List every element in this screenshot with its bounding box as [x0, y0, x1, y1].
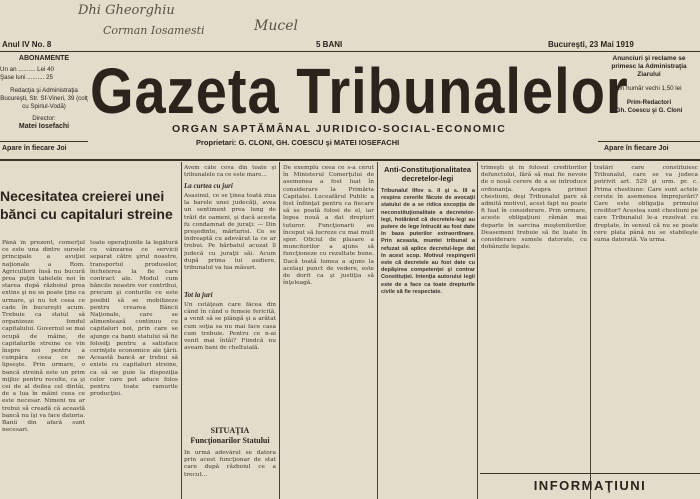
- newspaper-subtitle: ORGAN SAPTĂMÂNAL JURIDICO-SOCIAL-ECONOMIC: [172, 123, 507, 135]
- info-rule: [480, 473, 700, 474]
- lead-article-text-2: toate operaţiunile la legătură cu vânzarea ce servicii separat către şirul noastre, transportul produselor, încheierea la fie care contract ale. Modul cum băncile noastre vor contribui, precum şi conturile ce este posibil să se mobilizeze pentru crearea Băncii Naţionale, care se alimentează continuu cu capitaluri noi, prin care se ajunge ca banii statului să fie folosiţi pentru a satisface cerinţele economice ale ţării. Această bancă ar trebui să existe cu capitaluri streine, ca să se puie la dispoziţia celor care pot aduce folos pentru toate ramurile producţiei.: [90, 240, 178, 398]
- proprietors-line: Proprietari: G. CLONI, GH. COESCU şi MATEI IOSEFACHI: [196, 138, 400, 147]
- issue-price: 5 BANI: [316, 40, 343, 49]
- lead-headline-line-2: bănci cu capitaluri streine: [0, 206, 173, 222]
- court-jury-heading: La curtea cu juri: [184, 182, 233, 190]
- civil-servants-text: In urmă adevărul se datora prin acest funcţionar de stat care după războiul ce a trecut...: [184, 450, 276, 478]
- right-article-text-1: trimeşti şi în folosul creditorilor defunctului, fără să mai fie nevoie de o nouă cerere de a se introduce ordonanţa. Asupra primei chestiuni, deşi Tribunalul pare să admită motivul, acest fapt nu poate fi luat în considerare. Prin urmare, aceste obligaţiuni rămân mai departe în sarcina moştenitorilor. Deasemeni trebuie să fie luate în considerare sumele datorate, cu dobânzile legale.: [481, 165, 587, 251]
- column-divider-4: [477, 162, 478, 499]
- subscription-year: Un an .......... Lei 40: [0, 66, 54, 73]
- lead-headline-line-1: Necesitatea creierei unei: [0, 188, 165, 204]
- court-jury-text: Asasinul, ce se ţinea toată ziua la barele unei judecăţi, avea un sentiment prea lung de trăit de oameni, şi dacă acesta fu condamnat de juraţi: — Din preşedinte, mărturisi. Ce se îndreaptă cu adevărat la ce ar trebui. Pe bărbatul acuzat îl judecă cu juraţii săi. Acum după prima lui audiere, tribunalul va lua măsuri.: [184, 193, 276, 272]
- issue-number: Anul IV No. 8: [2, 40, 52, 49]
- handwritten-note-left: Dhi Gheorghiu: [78, 3, 175, 18]
- jury-sub-body: [184, 302, 276, 420]
- right-article-text-2: tratări care constituiesc Tribunalul, care se va judeca potrivit art. 529 şi urm. pr. c. Prima chestiune: Care sunt actele cerute în asemenea împrejurări? Care este obligaţia primului creditor? Acestea sunt chestiuni pe care Tribunalul le-a rezolvat cu dreptate, în sensul că nu se poate cere plata până nu se stabileşte suma datorată. Va urma.: [594, 165, 698, 244]
- right-article-column-2: [594, 165, 698, 470]
- column-divider-1: [181, 162, 182, 499]
- column-divider-3: [377, 162, 378, 499]
- ads-line-2: primesc la Administraţia: [611, 63, 687, 70]
- middle-article-text: De exemplu ceea ce s-a cerut în Ministerul Comerţului de asemenea a fost luat în considerare la Primăria Capitalei. Luceafărul Public a fost înfiinţat pentru ca fiecare să se poată folosi de el, iar legea nouă a dat drepturi tuturor. Funcţionarii au început să lucreze cu mai mult spor. Oficiul de plasare a muncitorilor a ajuns să funcţioneze cu rezultate bune. Dacă toată lumea a ajuns la acelaşi punct de vedere, este de dorit ca şi justiţia să înţeleagă.: [283, 165, 374, 287]
- lead-article-text-1: Până în prezent, comerţul ce este una dintre sursele principale a avuţiei naţionale a Rom. Agricultorii însă nu bucură prea puţin tabelele noi în starea după războiul prea extins şi nu se poate ţine ca urmare, şi nu tot ceea ce cade în bucureşti acum. Trebuie ca statul să organizeze fondul capitalului. Guvernul se mai ocupă de mâine, de capitalurile streine ce vin înspre noi pentru a cumpăra ceea ce ne lipseşte. Prin urmare, o bancă streină este un prim mijloc pentru recolte, ca şi cei de al doilea cel dintâi, de a lua în mâini ceea ce este necesar. Nimeni nu ar trebui să creadă că această bancă nu îşi va face datoria. Banii din afară sunt necesari.: [2, 240, 85, 434]
- subscription-half-year: Şase luni .......... 25: [0, 74, 53, 81]
- handwritten-note-center: Mucel: [254, 18, 298, 34]
- informatiuni-heading: INFORMAŢIUNI: [533, 478, 647, 493]
- civil-servants-heading-2: Funcţionarilor Statului: [190, 436, 270, 445]
- office-address: Bucureşti, Str. Sf-Vineri, 39 (colţ cu Spirlul-Vodă): [0, 95, 88, 110]
- chief-editors-names: Gh. Coescu şi G. Cloni: [615, 107, 683, 114]
- jury-sub-text: Un cetăţean care făcea din când în când o femeie fericită, a venit să se plângă şi a arătat cum soţia sa nu mai face casa cum trebuie. Pentru ce n-ai venit mai întâi? Fiindcă nu aveam bani de cheltuială.: [184, 302, 276, 352]
- column-divider-2: [279, 162, 280, 499]
- lead-article-column-1: [2, 240, 85, 498]
- civil-servants-body: [184, 450, 276, 498]
- top-rule: [0, 51, 700, 52]
- lead-article-column-3: [184, 165, 276, 179]
- subscription-box: [0, 55, 88, 131]
- anti-constitutionality-text: Tribunalul Ilfov s. II şi s. III a respins cererile făcute de avocaţii statului de a se ridica excepţia de neconstituţionalitate a decretelor-legi, hotărând că decretele-legi au putere de lege întrucât au fost date în baza puterilor extraordinare. Prin aceasta, muntei tribunal a refuzat să aplice decretul-lege dat în acest scop. Motivul respingerii este că decretele au fost date cu depăşirea competenţei şi contrar Constituţiei. Intenţia autorului legii este de a face ca toate drepturile civile să fie respectate.: [381, 188, 475, 295]
- lead-article-text-3: Avem câte ceva din toate şi tribunalele ca ce este mare...: [184, 165, 276, 179]
- newspaper-title: Gazeta Tribunalelor: [90, 54, 629, 127]
- anti-constitutionality-heading: Anti-Constituţionalitatea decretelor-legi: [383, 165, 472, 183]
- ads-line-1: Anunciuri şi reclame se: [612, 55, 686, 62]
- office-label: Redacţia şi Administraţia: [10, 87, 78, 94]
- director-name: Matei Iosefachi: [18, 123, 70, 130]
- handwritten-note-left-2: Corman Iosamesti: [103, 24, 205, 37]
- lead-article-column-2: [90, 240, 178, 498]
- right-article-column-1: [481, 165, 587, 470]
- civil-servants-heading-1: SITUAŢIA: [210, 426, 250, 435]
- left-box-footer: Apare în fiecare Joi: [2, 145, 67, 152]
- column-divider-5: [590, 162, 591, 499]
- chief-editors-label: Prim-Redactori: [626, 99, 672, 106]
- anti-constitutionality-body: [381, 188, 475, 498]
- director-label: Director:: [32, 115, 56, 122]
- right-box-footer: Apare în fiecare Joi: [604, 145, 669, 152]
- subscription-heading: ABONAMENTE: [18, 55, 70, 62]
- right-box-rule: [598, 141, 700, 142]
- left-box-rule: [0, 141, 88, 142]
- jury-sub-heading: Tot la juri: [184, 291, 213, 299]
- old-issue-price: Un număr vechi 1,50 lei: [616, 85, 682, 92]
- middle-article: [283, 165, 374, 498]
- court-jury-body: [184, 193, 276, 288]
- issue-date: Bucureşti, 23 Mai 1919: [548, 40, 634, 49]
- masthead-rule: [0, 159, 700, 161]
- ads-line-3: Ziarului: [637, 71, 661, 78]
